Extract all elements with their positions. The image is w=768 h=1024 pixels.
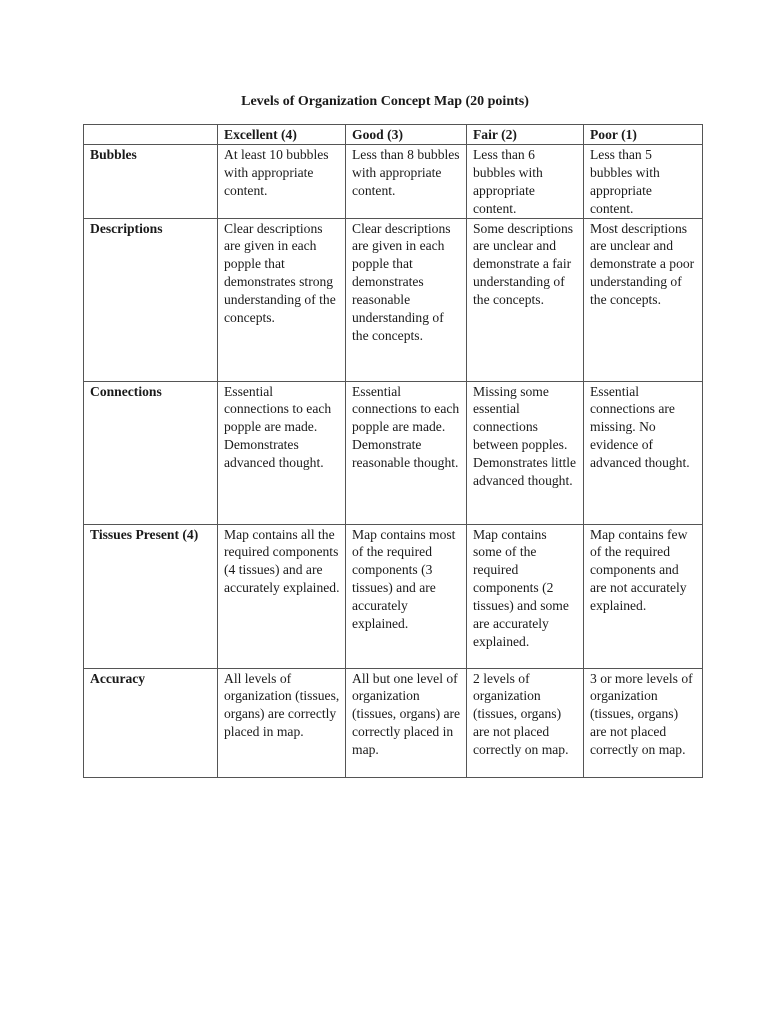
table-row (84, 218, 703, 381)
excellent-cell: Map contains all the required components (4 tissues) and are accurately explained. (218, 524, 346, 668)
rubric-table (83, 124, 703, 778)
table-row (84, 524, 703, 668)
criterion-cell: Connections (84, 381, 218, 524)
column-header-excellent: Excellent (4) (218, 125, 346, 145)
good-cell: Clear descriptions are given in each popple that demonstrates reasonable understanding of the concepts. (346, 218, 467, 381)
criterion-cell: Accuracy (84, 668, 218, 777)
excellent-cell: Clear descriptions are given in each popple that demonstrates strong understanding of the concepts. (218, 218, 346, 381)
excellent-cell: All levels of organization (tissues, organs) are correctly placed in map. (218, 668, 346, 777)
column-header-poor: Poor (1) (584, 125, 703, 145)
good-cell: Less than 8 bubbles with appropriate content. (346, 144, 467, 218)
criterion-cell: Tissues Present (4) (84, 524, 218, 668)
table-row (84, 144, 703, 218)
fair-cell: Less than 6 bubbles with appropriate content. (467, 144, 584, 218)
fair-cell: 2 levels of organization (tissues, organs) are not placed correctly on map. (467, 668, 584, 777)
table-row (84, 668, 703, 777)
fair-cell: Some descriptions are unclear and demonstrate a fair understanding of the concepts. (467, 218, 584, 381)
poor-cell: Less than 5 bubbles with appropriate content. (584, 144, 703, 218)
column-header-fair: Fair (2) (467, 125, 584, 145)
good-cell: Map contains most of the required components (3 tissues) and are accurately explained. (346, 524, 467, 668)
document-title: Levels of Organization Concept Map (20 points) (241, 94, 529, 109)
column-header-good: Good (3) (346, 125, 467, 145)
poor-cell: 3 or more levels of organization (tissues, organs) are not placed correctly on map. (584, 668, 703, 777)
excellent-cell: At least 10 bubbles with appropriate content. (218, 144, 346, 218)
good-cell: All but one level of organization (tissues, organs) are correctly placed in map. (346, 668, 467, 777)
poor-cell: Essential connections are missing. No evidence of advanced thought. (584, 381, 703, 524)
poor-cell: Most descriptions are unclear and demonstrate a poor understanding of the concepts. (584, 218, 703, 381)
good-cell: Essential connections to each popple are made. Demonstrate reasonable thought. (346, 381, 467, 524)
fair-cell: Missing some essential connections between popples. Demonstrates little advanced thought. (467, 381, 584, 524)
criterion-cell: Bubbles (84, 144, 218, 218)
excellent-cell: Essential connections to each popple are made. Demonstrates advanced thought. (218, 381, 346, 524)
table-row (84, 381, 703, 524)
criterion-cell: Descriptions (84, 218, 218, 381)
table-header-row (84, 125, 703, 145)
fair-cell: Map contains some of the required components (2 tissues) and some are accurately explained. (467, 524, 584, 668)
column-header-criterion (84, 125, 218, 145)
poor-cell: Map contains few of the required components and are not accurately explained. (584, 524, 703, 668)
